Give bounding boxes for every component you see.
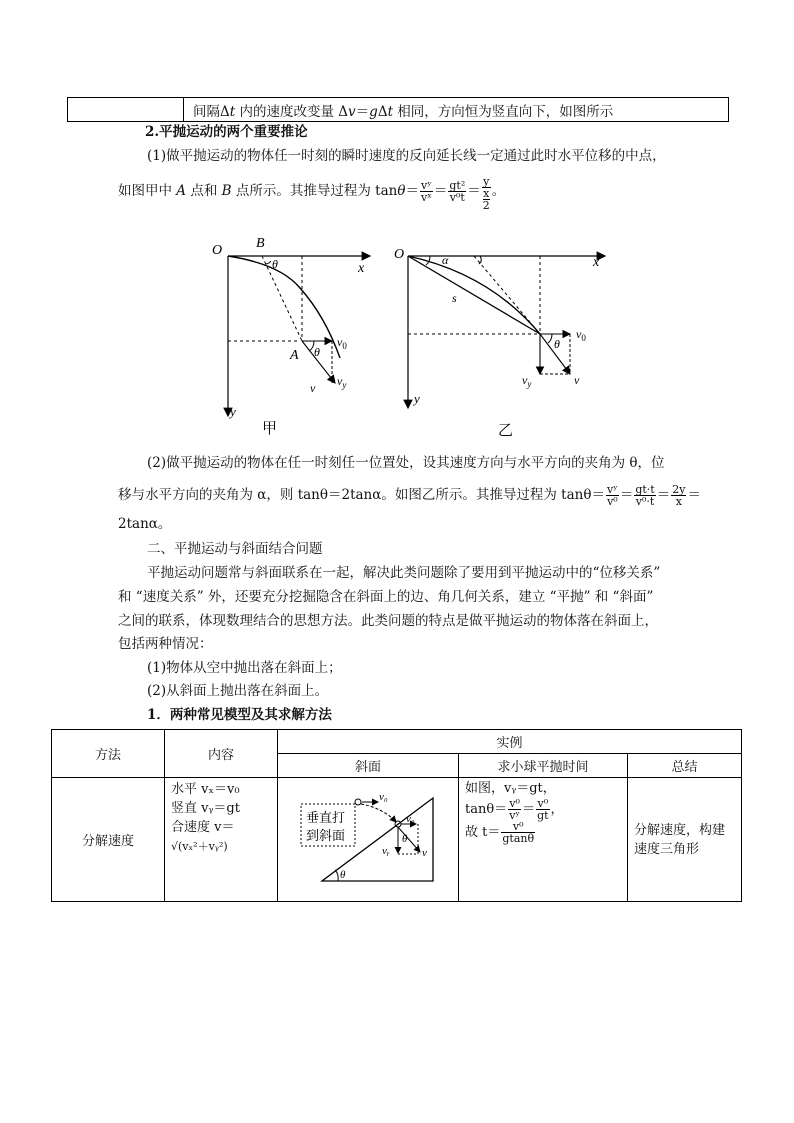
header-example: 实例 xyxy=(278,730,742,754)
label-O-yi: O xyxy=(394,247,405,262)
label-v-jia: v xyxy=(310,381,316,395)
intro-line1: 平抛运动问题常与斜面联系在一起，解决此类问题除了要用到平抛运动中的“位移关系” xyxy=(147,565,661,581)
intro-line2: 和 “速度关系” 外，还要充分挖掘隐含在斜面上的边、角几何关系，建立 “平抛” 和 “斜面” xyxy=(118,589,654,605)
label-s: s xyxy=(452,291,457,305)
paragraph1-line2: 如图甲中 A 点和 B 点所示。其推导过程为 tanθ＝ $\frac{\text{vʸ}}{\text{vˣ}}$ ＝ $\frac{\text{gt²}}{\text{v⁰t}}$ ＝ y x 2 。 xyxy=(118,175,506,212)
slope-theta-angle: θ xyxy=(340,869,346,881)
header-summary: 总结 xyxy=(628,754,742,778)
paragraph1-line1: (1)做平抛运动的物体任一时刻的瞬时速度的反向延长线一定通过此时水平位移的中点， xyxy=(147,148,666,164)
models-subtitle: 1．两种常见模型及其求解方法 xyxy=(147,707,332,723)
fraction-gt2: $\frac{\text{gt²}}{\text{v⁰t}}$ xyxy=(449,179,466,204)
slope-box-line2: 到斜面 xyxy=(306,828,346,843)
figure-yi xyxy=(394,247,605,439)
row-slope-figure xyxy=(278,778,459,902)
label-theta-jia: θ xyxy=(314,345,320,359)
caption-jia: 甲 xyxy=(262,421,278,437)
slope-v0-ball: v₀ xyxy=(406,813,415,825)
top-row-text: 间隔Δt 内的速度改变量 Δv＝gΔt 相同，方向恒为竖直向下，如图所示 xyxy=(193,104,614,120)
models-table xyxy=(51,729,742,902)
paragraph2-line3: 2tanα。 xyxy=(118,516,172,532)
case-1: (1)物体从空中抛出落在斜面上； xyxy=(147,660,342,676)
label-vy-yi: $v_y$ xyxy=(522,373,532,389)
figure-jia xyxy=(212,236,370,437)
case-2: (2)从斜面上抛出落在斜面上。 xyxy=(147,683,329,699)
label-v0-yi: $v_0$ xyxy=(576,327,586,343)
header-method: 方法 xyxy=(52,730,165,778)
label-O-jia: O xyxy=(212,243,223,258)
label-y-yi: y xyxy=(414,391,420,406)
header-time: 求小球平抛时间 xyxy=(459,754,628,778)
intro-line4: 包括两种情况： xyxy=(118,636,213,652)
label-x-yi: x xyxy=(593,255,600,270)
paragraph2-line1: (2)做平抛运动的物体在任一时刻任一位置处，设其速度方向与水平方向的夹角为 θ，位 xyxy=(147,455,665,471)
header-content: 内容 xyxy=(165,730,278,778)
label-v-yi: v xyxy=(574,373,580,387)
label-y-jia: y xyxy=(230,404,236,419)
slope-figure xyxy=(278,778,456,897)
label-B: B xyxy=(256,236,265,251)
section-title-inferences: 2.平抛运动的两个重要推论 xyxy=(145,124,308,140)
caption-yi: 乙 xyxy=(498,423,514,439)
row-method: 分解速度 xyxy=(52,778,165,902)
label-v0-jia: $v_0$ xyxy=(337,335,347,351)
label-alpha: α xyxy=(442,253,449,267)
slope-vy: vᵧ xyxy=(382,845,390,857)
fraction-vy-vx: $\frac{\text{vʸ}}{\text{vˣ}}$ xyxy=(420,179,432,204)
fraction-y-over-half-x: y x 2 xyxy=(482,175,490,212)
label-vy-jia: $v_y$ xyxy=(337,374,347,390)
slope-v: v xyxy=(422,847,427,859)
slope-v0-top: v₀ xyxy=(379,791,388,803)
top-table-row xyxy=(67,97,729,122)
intro-line3: 之间的联系，体现数理结合的思想方法。此类问题的特点是做平抛运动的物体落在斜面上， xyxy=(118,613,658,629)
projectile-figures xyxy=(200,228,625,443)
label-x-jia: x xyxy=(358,261,365,276)
top-row-empty-cell xyxy=(68,98,184,121)
label-A: A xyxy=(290,348,299,363)
slope-theta-ball: θ xyxy=(402,833,408,845)
label-theta-yi: θ xyxy=(554,337,560,351)
row-time-solution: 如图，vᵧ＝gt， tanθ＝ $\frac{\text{v⁰}}{\text{vʸ}}$ ＝ $\frac{\text{v⁰}}{gt}$ ， 故 t＝ $\frac{\text{v⁰}}{gtan\theta}$ xyxy=(459,778,628,902)
header-slope: 斜面 xyxy=(278,754,459,778)
slope-box-line1: 垂直打 xyxy=(306,810,346,825)
row-content: 水平 vₓ＝v₀ 竖直 vᵧ＝gt 合速度 v＝ √(vₓ²＋vᵧ²) xyxy=(165,778,278,902)
row-summary: 分解速度，构建 速度三角形 xyxy=(628,778,742,902)
section-two-title: 二、平抛运动与斜面结合问题 xyxy=(147,541,323,557)
paragraph2-line2: 移与水平方向的夹角为 α，则 tanθ＝2tanα。如图乙所示。其推导过程为 tanθ＝ $\frac{\text{vʸ}}{\text{v⁰}}$ ＝ $\frac{gt\cdot t}{\text{v⁰·t}}$ ＝ $\frac{2y}{x}$ ＝ xyxy=(118,483,701,508)
label-theta-jia-top: θ xyxy=(272,257,278,271)
